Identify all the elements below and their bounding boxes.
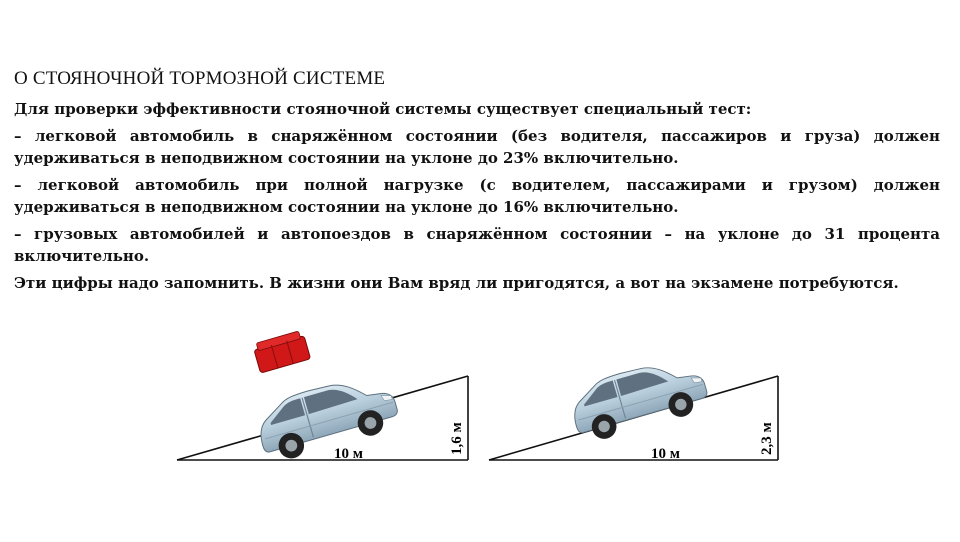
document bbox=[14, 68, 940, 299]
item-loaded-car: – легковой автомобиль при полной нагрузке (с водителем, пассажирами и грузом) должен удерживаться в неподвижном состоянии на уклоне до 16% включительно. bbox=[14, 176, 940, 216]
item-trucks: – грузовых автомобилей и автопоездов в снаряжённом состоянии – на уклоне до 31 процента включительно. bbox=[14, 225, 940, 265]
left-car bbox=[252, 369, 403, 466]
right-height-label: 2,3 м bbox=[759, 422, 775, 455]
right-base-label: 10 м bbox=[651, 446, 680, 462]
slope-diagram bbox=[0, 330, 960, 480]
item-unladen-car: – легковой автомобиль в снаряжённом состоянии (без водителя, пассажиров и груза) должен удерживаться в неподвижном состоянии на уклоне до 23% включительно. bbox=[14, 127, 940, 167]
slope-illustration bbox=[0, 330, 960, 480]
left-base-label: 10 м bbox=[334, 446, 363, 462]
document-title: О СТОЯНОЧНОЙ ТОРМОЗНОЙ СИСТЕМЕ bbox=[14, 68, 386, 89]
conclusion-paragraph: Эти цифры надо запомнить. В жизни они Вам вряд ли пригодятся, а вот на экзамене потребуются. bbox=[14, 274, 899, 292]
right-car bbox=[566, 352, 712, 446]
luggage-icon bbox=[252, 330, 310, 373]
intro-paragraph: Для проверки эффективности стояночной системы существует специальный тест: bbox=[14, 100, 752, 118]
left-height-label: 1,6 м bbox=[449, 422, 465, 455]
